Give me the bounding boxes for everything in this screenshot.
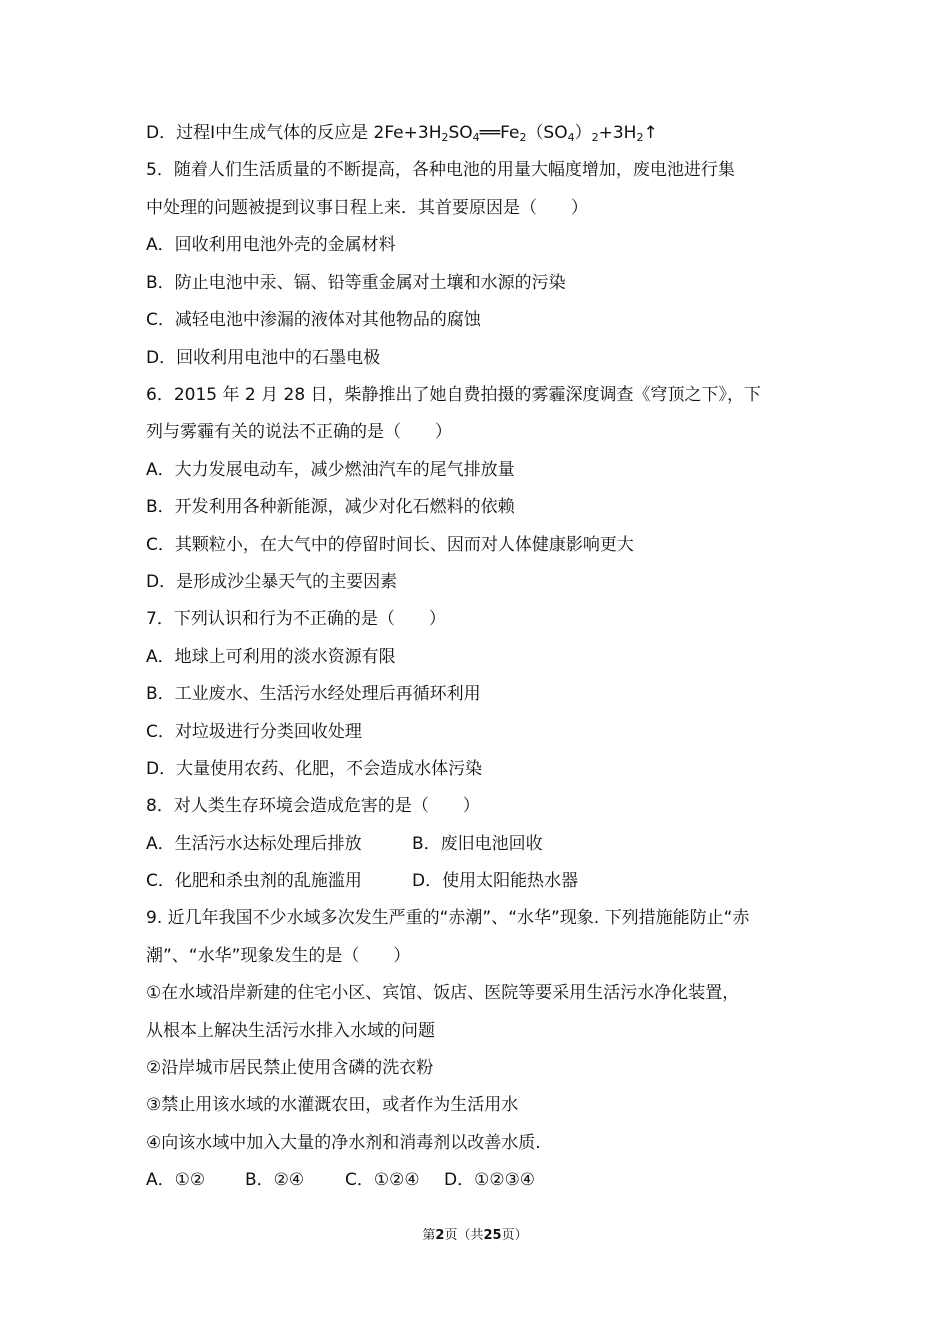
q5-option-d: D．回收利用电池中的石墨电极 xyxy=(146,348,381,368)
total-page-count: 25 xyxy=(483,1228,502,1243)
q4d-text: SO xyxy=(448,123,473,143)
question-5-stem: 5．随着人们生活质量的不断提高，各种电池的用量大幅度增加，废电池进行集 xyxy=(146,160,735,180)
q9-statement-2: ②沿岸城市居民禁止使用含磷的洗衣粉 xyxy=(146,1058,434,1078)
q9-option-a: A．①② xyxy=(146,1170,206,1190)
footer-prefix: 第 xyxy=(422,1228,436,1243)
q7-option-c: C．对垃圾进行分类回收处理 xyxy=(146,722,362,742)
question-6-stem: 6．2015 年 2 月 28 日，柴静推出了她自费拍摄的雾霾深度调查《穹顶之下》，下 xyxy=(146,385,762,405)
subscript: 2 xyxy=(591,131,599,144)
q7-option-d: D．大量使用农药、化肥，不会造成水体污染 xyxy=(146,759,483,779)
q5-option-c: C．减轻电池中渗漏的液体对其他物品的腐蚀 xyxy=(146,310,481,330)
q6-option-b: B．开发利用各种新能源，减少对化石燃料的依赖 xyxy=(146,497,515,517)
q4d-text: ） xyxy=(574,123,592,143)
subscript: 2 xyxy=(519,131,527,144)
q5-option-a: A．回收利用电池外壳的金属材料 xyxy=(146,235,396,255)
question-9-stem-cont: 潮”、“水华”现象发生的是（ ） xyxy=(146,946,411,966)
q4d-text: D．过程Ⅰ中生成气体的反应是 2Fe+3H xyxy=(146,123,442,143)
question-9-stem: 9. 近几年我国不少水域多次发生严重的“赤潮”、“水华”现象. 下列措施能防止“赤 xyxy=(146,908,750,928)
q4d-text: ↑ xyxy=(643,123,658,143)
q8-option-b: B．废旧电池回收 xyxy=(412,834,543,854)
q4-option-d xyxy=(146,121,658,145)
q7-option-b: B．工业废水、生活污水经处理后再循环利用 xyxy=(146,684,481,704)
subscript: 4 xyxy=(567,131,575,144)
footer-middle: 页（共 xyxy=(444,1228,484,1243)
q6-option-d: D．是形成沙尘暴天气的主要因素 xyxy=(146,572,398,592)
q9-statement-1-cont: 从根本上解决生活污水排入水域的问题 xyxy=(146,1021,435,1041)
current-page-number: 2 xyxy=(435,1228,445,1243)
q5-option-b: B．防止电池中汞、镉、铅等重金属对土壤和水源的污染 xyxy=(146,273,566,293)
question-5-stem-cont: 中处理的问题被提到议事日程上来．其首要原因是（ ） xyxy=(146,198,588,218)
q9-option-d: D．①②③④ xyxy=(444,1170,536,1190)
q9-statement-4: ④向该水域中加入大量的净水剂和消毒剂以改善水质. xyxy=(146,1133,541,1153)
question-7-stem: 7．下列认识和行为不正确的是（ ） xyxy=(146,609,446,629)
q9-statement-3: ③禁止用该水域的水灌溉农田，或者作为生活用水 xyxy=(146,1095,519,1115)
q8-option-a: A．生活污水达标处理后排放 xyxy=(146,834,362,854)
q4d-text: +3H xyxy=(598,123,637,143)
q9-option-c: C．①②④ xyxy=(345,1170,420,1190)
q9-statement-1: ①在水域沿岸新建的住宅小区、宾馆、饭店、医院等要采用生活污水净化装置， xyxy=(146,983,740,1003)
subscript: 4 xyxy=(472,131,480,144)
question-6-stem-cont: 列与雾霾有关的说法不正确的是（ ） xyxy=(146,422,452,442)
question-8-stem: 8．对人类生存环境会造成危害的是（ ） xyxy=(146,796,480,816)
q8-option-d: D．使用太阳能热水器 xyxy=(412,871,579,891)
footer-suffix: 页） xyxy=(501,1228,528,1243)
q8-option-c: C．化肥和杀虫剂的乱施滥用 xyxy=(146,871,362,891)
q6-option-a: A．大力发展电动车，减少燃油汽车的尾气排放量 xyxy=(146,460,515,480)
q9-option-b: B．②④ xyxy=(245,1170,305,1190)
subscript: 2 xyxy=(636,131,644,144)
q4d-text: （SO xyxy=(526,123,568,143)
page-footer xyxy=(0,1226,950,1246)
subscript: 2 xyxy=(441,131,449,144)
q7-option-a: A．地球上可利用的淡水资源有限 xyxy=(146,647,396,667)
q4d-text: ══Fe xyxy=(479,123,520,143)
q6-option-c: C．其颗粒小，在大气中的停留时间长、因而对人体健康影响更大 xyxy=(146,535,634,555)
